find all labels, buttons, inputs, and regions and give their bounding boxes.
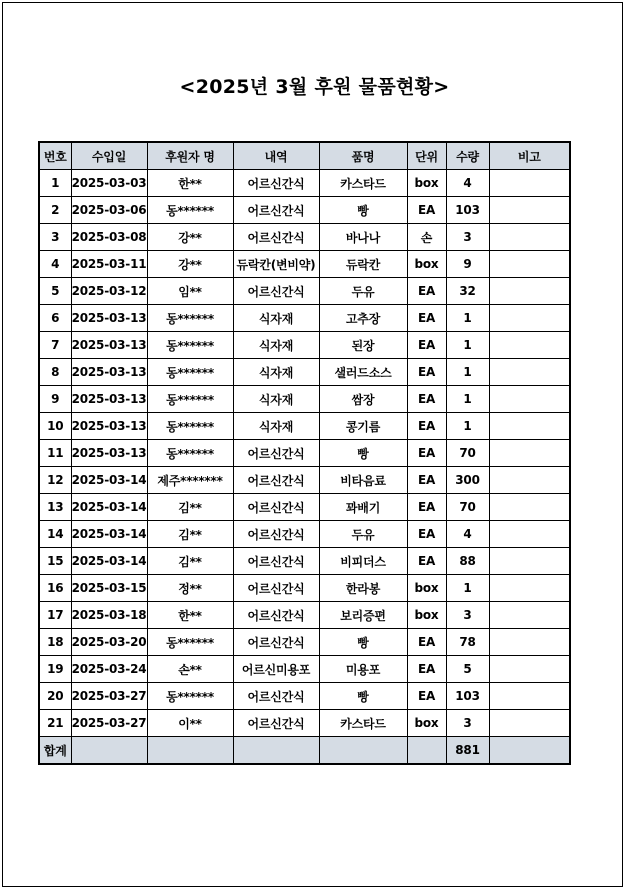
cell-date: 2025-03-06 bbox=[71, 197, 147, 224]
cell-item: 듀락칸 bbox=[319, 251, 407, 278]
cell-item: 한라봉 bbox=[319, 575, 407, 602]
cell-qty: 78 bbox=[446, 629, 489, 656]
cell-qty: 1 bbox=[446, 332, 489, 359]
cell-qty: 9 bbox=[446, 251, 489, 278]
total-row bbox=[39, 737, 570, 765]
cell-no: 15 bbox=[39, 548, 71, 575]
cell-note bbox=[489, 170, 570, 197]
table-row bbox=[39, 332, 570, 359]
cell-qty: 88 bbox=[446, 548, 489, 575]
cell-category: 어르신간식 bbox=[233, 548, 319, 575]
cell-qty: 1 bbox=[446, 359, 489, 386]
cell-qty: 103 bbox=[446, 197, 489, 224]
cell-no: 18 bbox=[39, 629, 71, 656]
table-header-row bbox=[39, 142, 570, 170]
cell-donor: 김** bbox=[147, 521, 233, 548]
cell-qty: 70 bbox=[446, 494, 489, 521]
cell-category: 식자재 bbox=[233, 386, 319, 413]
cell-donor: 제주******* bbox=[147, 467, 233, 494]
cell-item: 빵 bbox=[319, 629, 407, 656]
cell-date: 2025-03-11 bbox=[71, 251, 147, 278]
cell-donor: 동****** bbox=[147, 629, 233, 656]
column-header-note: 비고 bbox=[489, 142, 570, 170]
cell-no: 10 bbox=[39, 413, 71, 440]
cell-item: 빵 bbox=[319, 440, 407, 467]
cell-date: 2025-03-15 bbox=[71, 575, 147, 602]
cell-note bbox=[489, 197, 570, 224]
cell-note bbox=[489, 521, 570, 548]
cell-date: 2025-03-27 bbox=[71, 683, 147, 710]
table-row bbox=[39, 521, 570, 548]
cell-unit: EA bbox=[407, 521, 446, 548]
cell-unit: EA bbox=[407, 305, 446, 332]
cell-item: 카스타드 bbox=[319, 170, 407, 197]
cell-no: 5 bbox=[39, 278, 71, 305]
cell-unit: EA bbox=[407, 656, 446, 683]
cell-item: 빵 bbox=[319, 683, 407, 710]
cell-donor: 한** bbox=[147, 602, 233, 629]
table-row bbox=[39, 251, 570, 278]
cell-date: 2025-03-14 bbox=[71, 494, 147, 521]
column-header-category: 내역 bbox=[233, 142, 319, 170]
cell-category: 어르신간식 bbox=[233, 683, 319, 710]
cell-category: 어르신간식 bbox=[233, 170, 319, 197]
column-header-item: 품명 bbox=[319, 142, 407, 170]
cell-item: 콩기름 bbox=[319, 413, 407, 440]
table-row bbox=[39, 629, 570, 656]
cell-date: 2025-03-13 bbox=[71, 305, 147, 332]
cell-note bbox=[489, 278, 570, 305]
cell-category: 어르신간식 bbox=[233, 197, 319, 224]
cell-qty: 4 bbox=[446, 521, 489, 548]
cell-no: 2 bbox=[39, 197, 71, 224]
cell-no: 6 bbox=[39, 305, 71, 332]
cell-qty: 1 bbox=[446, 305, 489, 332]
cell-unit: EA bbox=[407, 197, 446, 224]
cell-donor: 이** bbox=[147, 710, 233, 737]
total-cell-empty bbox=[407, 737, 446, 765]
cell-category: 어르신간식 bbox=[233, 602, 319, 629]
table-row bbox=[39, 683, 570, 710]
cell-category: 식자재 bbox=[233, 413, 319, 440]
cell-no: 4 bbox=[39, 251, 71, 278]
cell-note bbox=[489, 251, 570, 278]
cell-no: 19 bbox=[39, 656, 71, 683]
table-row bbox=[39, 305, 570, 332]
cell-qty: 3 bbox=[446, 710, 489, 737]
cell-qty: 3 bbox=[446, 224, 489, 251]
cell-date: 2025-03-13 bbox=[71, 413, 147, 440]
cell-note bbox=[489, 602, 570, 629]
cell-category: 어르신간식 bbox=[233, 629, 319, 656]
cell-unit: 손 bbox=[407, 224, 446, 251]
cell-note bbox=[489, 683, 570, 710]
cell-date: 2025-03-08 bbox=[71, 224, 147, 251]
cell-unit: EA bbox=[407, 359, 446, 386]
cell-date: 2025-03-14 bbox=[71, 467, 147, 494]
cell-category: 어르신간식 bbox=[233, 224, 319, 251]
cell-date: 2025-03-13 bbox=[71, 359, 147, 386]
page-title: <2025년 3월 후원 물품현황> bbox=[179, 76, 450, 98]
cell-item: 카스타드 bbox=[319, 710, 407, 737]
cell-category: 식자재 bbox=[233, 359, 319, 386]
total-label: 합계 bbox=[39, 737, 71, 765]
cell-unit: box bbox=[407, 170, 446, 197]
cell-donor: 김** bbox=[147, 494, 233, 521]
cell-donor: 동****** bbox=[147, 332, 233, 359]
cell-donor: 정** bbox=[147, 575, 233, 602]
cell-date: 2025-03-13 bbox=[71, 332, 147, 359]
cell-unit: EA bbox=[407, 386, 446, 413]
cell-no: 12 bbox=[39, 467, 71, 494]
cell-item: 미용포 bbox=[319, 656, 407, 683]
cell-qty: 3 bbox=[446, 602, 489, 629]
cell-donor: 동****** bbox=[147, 305, 233, 332]
cell-note bbox=[489, 386, 570, 413]
total-cell-empty bbox=[319, 737, 407, 765]
cell-unit: box bbox=[407, 710, 446, 737]
cell-no: 16 bbox=[39, 575, 71, 602]
cell-date: 2025-03-14 bbox=[71, 521, 147, 548]
cell-category: 듀락칸(변비약) bbox=[233, 251, 319, 278]
table-row bbox=[39, 278, 570, 305]
cell-unit: EA bbox=[407, 440, 446, 467]
cell-donor: 강** bbox=[147, 251, 233, 278]
cell-date: 2025-03-13 bbox=[71, 440, 147, 467]
cell-donor: 한** bbox=[147, 170, 233, 197]
cell-item: 비피더스 bbox=[319, 548, 407, 575]
cell-item: 된장 bbox=[319, 332, 407, 359]
cell-category: 어르신미용포 bbox=[233, 656, 319, 683]
total-cell-empty bbox=[233, 737, 319, 765]
cell-category: 어르신간식 bbox=[233, 575, 319, 602]
cell-item: 보리증편 bbox=[319, 602, 407, 629]
cell-qty: 103 bbox=[446, 683, 489, 710]
column-header-qty: 수량 bbox=[446, 142, 489, 170]
cell-date: 2025-03-14 bbox=[71, 548, 147, 575]
donation-table bbox=[38, 141, 571, 765]
cell-note bbox=[489, 467, 570, 494]
cell-donor: 동****** bbox=[147, 386, 233, 413]
cell-unit: box bbox=[407, 575, 446, 602]
cell-qty: 32 bbox=[446, 278, 489, 305]
cell-category: 어르신간식 bbox=[233, 278, 319, 305]
cell-donor: 동****** bbox=[147, 197, 233, 224]
cell-item: 쌈장 bbox=[319, 386, 407, 413]
cell-unit: EA bbox=[407, 278, 446, 305]
table-row bbox=[39, 710, 570, 737]
cell-unit: box bbox=[407, 602, 446, 629]
table-row bbox=[39, 575, 570, 602]
cell-no: 9 bbox=[39, 386, 71, 413]
cell-item: 꽈배기 bbox=[319, 494, 407, 521]
table-row bbox=[39, 494, 570, 521]
cell-category: 어르신간식 bbox=[233, 440, 319, 467]
cell-note bbox=[489, 440, 570, 467]
cell-category: 어르신간식 bbox=[233, 494, 319, 521]
cell-donor: 동****** bbox=[147, 440, 233, 467]
cell-date: 2025-03-03 bbox=[71, 170, 147, 197]
table-row bbox=[39, 197, 570, 224]
cell-donor: 동****** bbox=[147, 683, 233, 710]
cell-item: 두유 bbox=[319, 521, 407, 548]
table-row bbox=[39, 467, 570, 494]
column-header-donor: 후원자 명 bbox=[147, 142, 233, 170]
cell-qty: 300 bbox=[446, 467, 489, 494]
cell-no: 21 bbox=[39, 710, 71, 737]
table-row bbox=[39, 440, 570, 467]
column-header-unit: 단위 bbox=[407, 142, 446, 170]
cell-unit: EA bbox=[407, 494, 446, 521]
cell-note bbox=[489, 305, 570, 332]
cell-category: 어르신간식 bbox=[233, 710, 319, 737]
cell-qty: 1 bbox=[446, 386, 489, 413]
cell-note bbox=[489, 575, 570, 602]
cell-qty: 70 bbox=[446, 440, 489, 467]
cell-unit: EA bbox=[407, 548, 446, 575]
cell-note bbox=[489, 629, 570, 656]
cell-no: 11 bbox=[39, 440, 71, 467]
cell-note bbox=[489, 710, 570, 737]
cell-no: 3 bbox=[39, 224, 71, 251]
cell-donor: 김** bbox=[147, 548, 233, 575]
cell-item: 샐러드소스 bbox=[319, 359, 407, 386]
cell-date: 2025-03-20 bbox=[71, 629, 147, 656]
cell-date: 2025-03-13 bbox=[71, 386, 147, 413]
total-cell-empty bbox=[489, 737, 570, 765]
cell-qty: 4 bbox=[446, 170, 489, 197]
cell-category: 식자재 bbox=[233, 332, 319, 359]
total-cell-empty bbox=[147, 737, 233, 765]
cell-no: 7 bbox=[39, 332, 71, 359]
cell-no: 13 bbox=[39, 494, 71, 521]
cell-category: 어르신간식 bbox=[233, 521, 319, 548]
cell-note bbox=[489, 494, 570, 521]
total-cell-empty bbox=[71, 737, 147, 765]
cell-item: 빵 bbox=[319, 197, 407, 224]
cell-note bbox=[489, 656, 570, 683]
cell-no: 1 bbox=[39, 170, 71, 197]
cell-unit: EA bbox=[407, 332, 446, 359]
cell-item: 고추장 bbox=[319, 305, 407, 332]
cell-date: 2025-03-24 bbox=[71, 656, 147, 683]
cell-note bbox=[489, 332, 570, 359]
table-row bbox=[39, 170, 570, 197]
cell-note bbox=[489, 359, 570, 386]
cell-qty: 5 bbox=[446, 656, 489, 683]
cell-date: 2025-03-12 bbox=[71, 278, 147, 305]
table-row bbox=[39, 656, 570, 683]
cell-item: 바나나 bbox=[319, 224, 407, 251]
cell-unit: EA bbox=[407, 413, 446, 440]
cell-note bbox=[489, 548, 570, 575]
cell-donor: 동****** bbox=[147, 413, 233, 440]
table-row bbox=[39, 602, 570, 629]
table-row bbox=[39, 548, 570, 575]
cell-date: 2025-03-27 bbox=[71, 710, 147, 737]
cell-unit: box bbox=[407, 251, 446, 278]
cell-category: 식자재 bbox=[233, 305, 319, 332]
cell-note bbox=[489, 224, 570, 251]
table-row bbox=[39, 224, 570, 251]
cell-qty: 1 bbox=[446, 575, 489, 602]
column-header-no: 번호 bbox=[39, 142, 71, 170]
table-row bbox=[39, 386, 570, 413]
cell-donor: 강** bbox=[147, 224, 233, 251]
cell-item: 두유 bbox=[319, 278, 407, 305]
table-row bbox=[39, 359, 570, 386]
cell-unit: EA bbox=[407, 629, 446, 656]
cell-item: 비타음료 bbox=[319, 467, 407, 494]
table-row bbox=[39, 413, 570, 440]
cell-no: 20 bbox=[39, 683, 71, 710]
cell-donor: 손** bbox=[147, 656, 233, 683]
cell-unit: EA bbox=[407, 683, 446, 710]
cell-donor: 임** bbox=[147, 278, 233, 305]
cell-no: 17 bbox=[39, 602, 71, 629]
column-header-date: 수입일 bbox=[71, 142, 147, 170]
cell-date: 2025-03-18 bbox=[71, 602, 147, 629]
cell-no: 8 bbox=[39, 359, 71, 386]
cell-unit: EA bbox=[407, 467, 446, 494]
cell-category: 어르신간식 bbox=[233, 467, 319, 494]
cell-donor: 동****** bbox=[147, 359, 233, 386]
cell-qty: 1 bbox=[446, 413, 489, 440]
cell-note bbox=[489, 413, 570, 440]
total-qty: 881 bbox=[446, 737, 489, 765]
cell-no: 14 bbox=[39, 521, 71, 548]
